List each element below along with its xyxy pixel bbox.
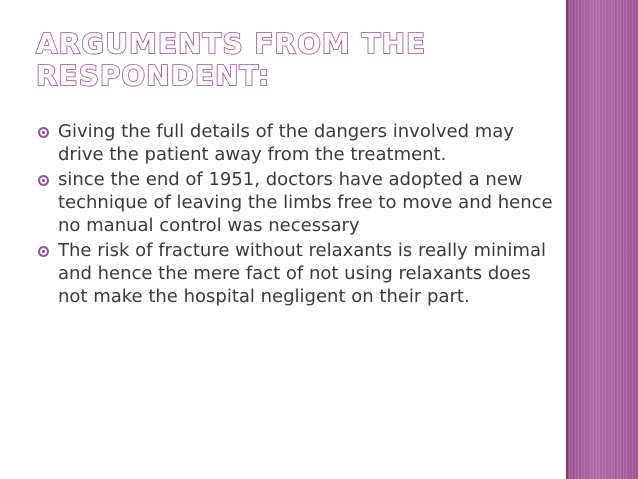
slide-title-line-1: ARGUMENTS FROM THE <box>36 27 427 60</box>
bullet-item <box>34 239 554 308</box>
bullet-list <box>34 120 554 310</box>
slide-title <box>36 28 556 92</box>
slide-title-line-2: RESPONDENT: <box>36 59 271 92</box>
circle-bullet-icon <box>38 127 49 138</box>
decorative-side-panel <box>566 0 638 479</box>
circle-bullet-icon <box>38 246 49 257</box>
bullet-text: Giving the full details of the dangers involved may drive the patient away from the treatment. <box>58 121 514 165</box>
side-panel-edge <box>566 0 568 479</box>
bullet-item <box>34 120 554 166</box>
bullet-item <box>34 168 554 237</box>
circle-bullet-icon <box>38 175 49 186</box>
bullet-text: The risk of fracture without relaxants is really minimal and hence the mere fact of not using relaxants does not make the hospital negligent on their part. <box>58 240 546 307</box>
bullet-text: since the end of 1951, doctors have adopted a new technique of leaving the limbs free to move and hence no manual control was necessary <box>58 169 553 236</box>
